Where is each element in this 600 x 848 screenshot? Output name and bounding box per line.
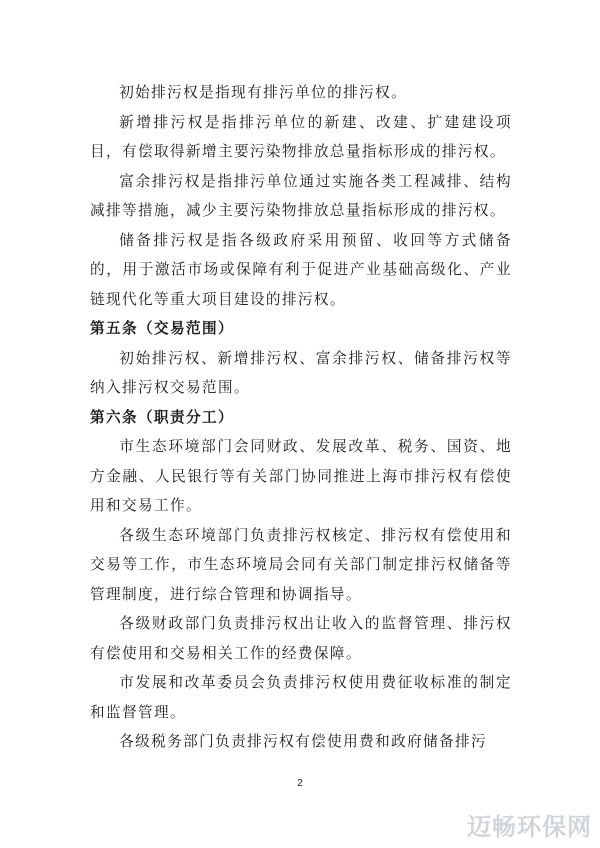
article-heading: 第五条（交易范围） <box>90 320 234 337</box>
body-paragraph: 初始排污权是指现有排污单位的排污权。 <box>119 84 408 101</box>
body-paragraph: 各级财政部门负责排污权出让收入的监督管理、排污权有偿使用和交易相关工作的经费保障。 <box>90 615 512 662</box>
article-heading: 第六条（职责分工） <box>90 408 234 426</box>
body-paragraph: 初始排污权、新增排污权、富余排污权、储备排污权等纳入排污权交易范围。 <box>90 349 512 396</box>
body-paragraph: 储备排污权是指各级政府采用预留、收回等方式储备的，用于激活市场或保障有利于促进产业基础高级化、产业链现代化等重大项目建设的排污权。 <box>90 231 512 308</box>
body-paragraph: 各级生态环境部门负责排污权核定、排污权有偿使用和交易等工作，市生态环境局会同有关部门制定排污权储备等管理制度，进行综合管理和协调指导。 <box>90 526 512 603</box>
site-watermark: 迈畅环保网 <box>467 813 592 841</box>
body-paragraph: 市发展和改革委员会负责排污权使用费征收标准的制定和监督管理。 <box>90 674 512 721</box>
body-paragraph: 市生态环境部门会同财政、发展改革、税务、国资、地方金融、人民银行等有关部门协同推进上海市排污权有偿使用和交易工作。 <box>90 438 512 514</box>
body-paragraph: 各级税务部门负责排污权有偿使用费和政府储备排污 <box>119 733 488 750</box>
body-paragraph: 富余排污权是指排污单位通过实施各类工程减排、结构减排等措施，减少主要污染物排放总量指标形成的排污权。 <box>90 172 512 219</box>
page-number: 2 <box>297 778 303 789</box>
document-body <box>90 78 512 757</box>
body-paragraph: 新增排污权是指排污单位的新建、改建、扩建建设项目，有偿取得新增主要污染物排放总量指标形成的排污权。 <box>90 113 512 160</box>
